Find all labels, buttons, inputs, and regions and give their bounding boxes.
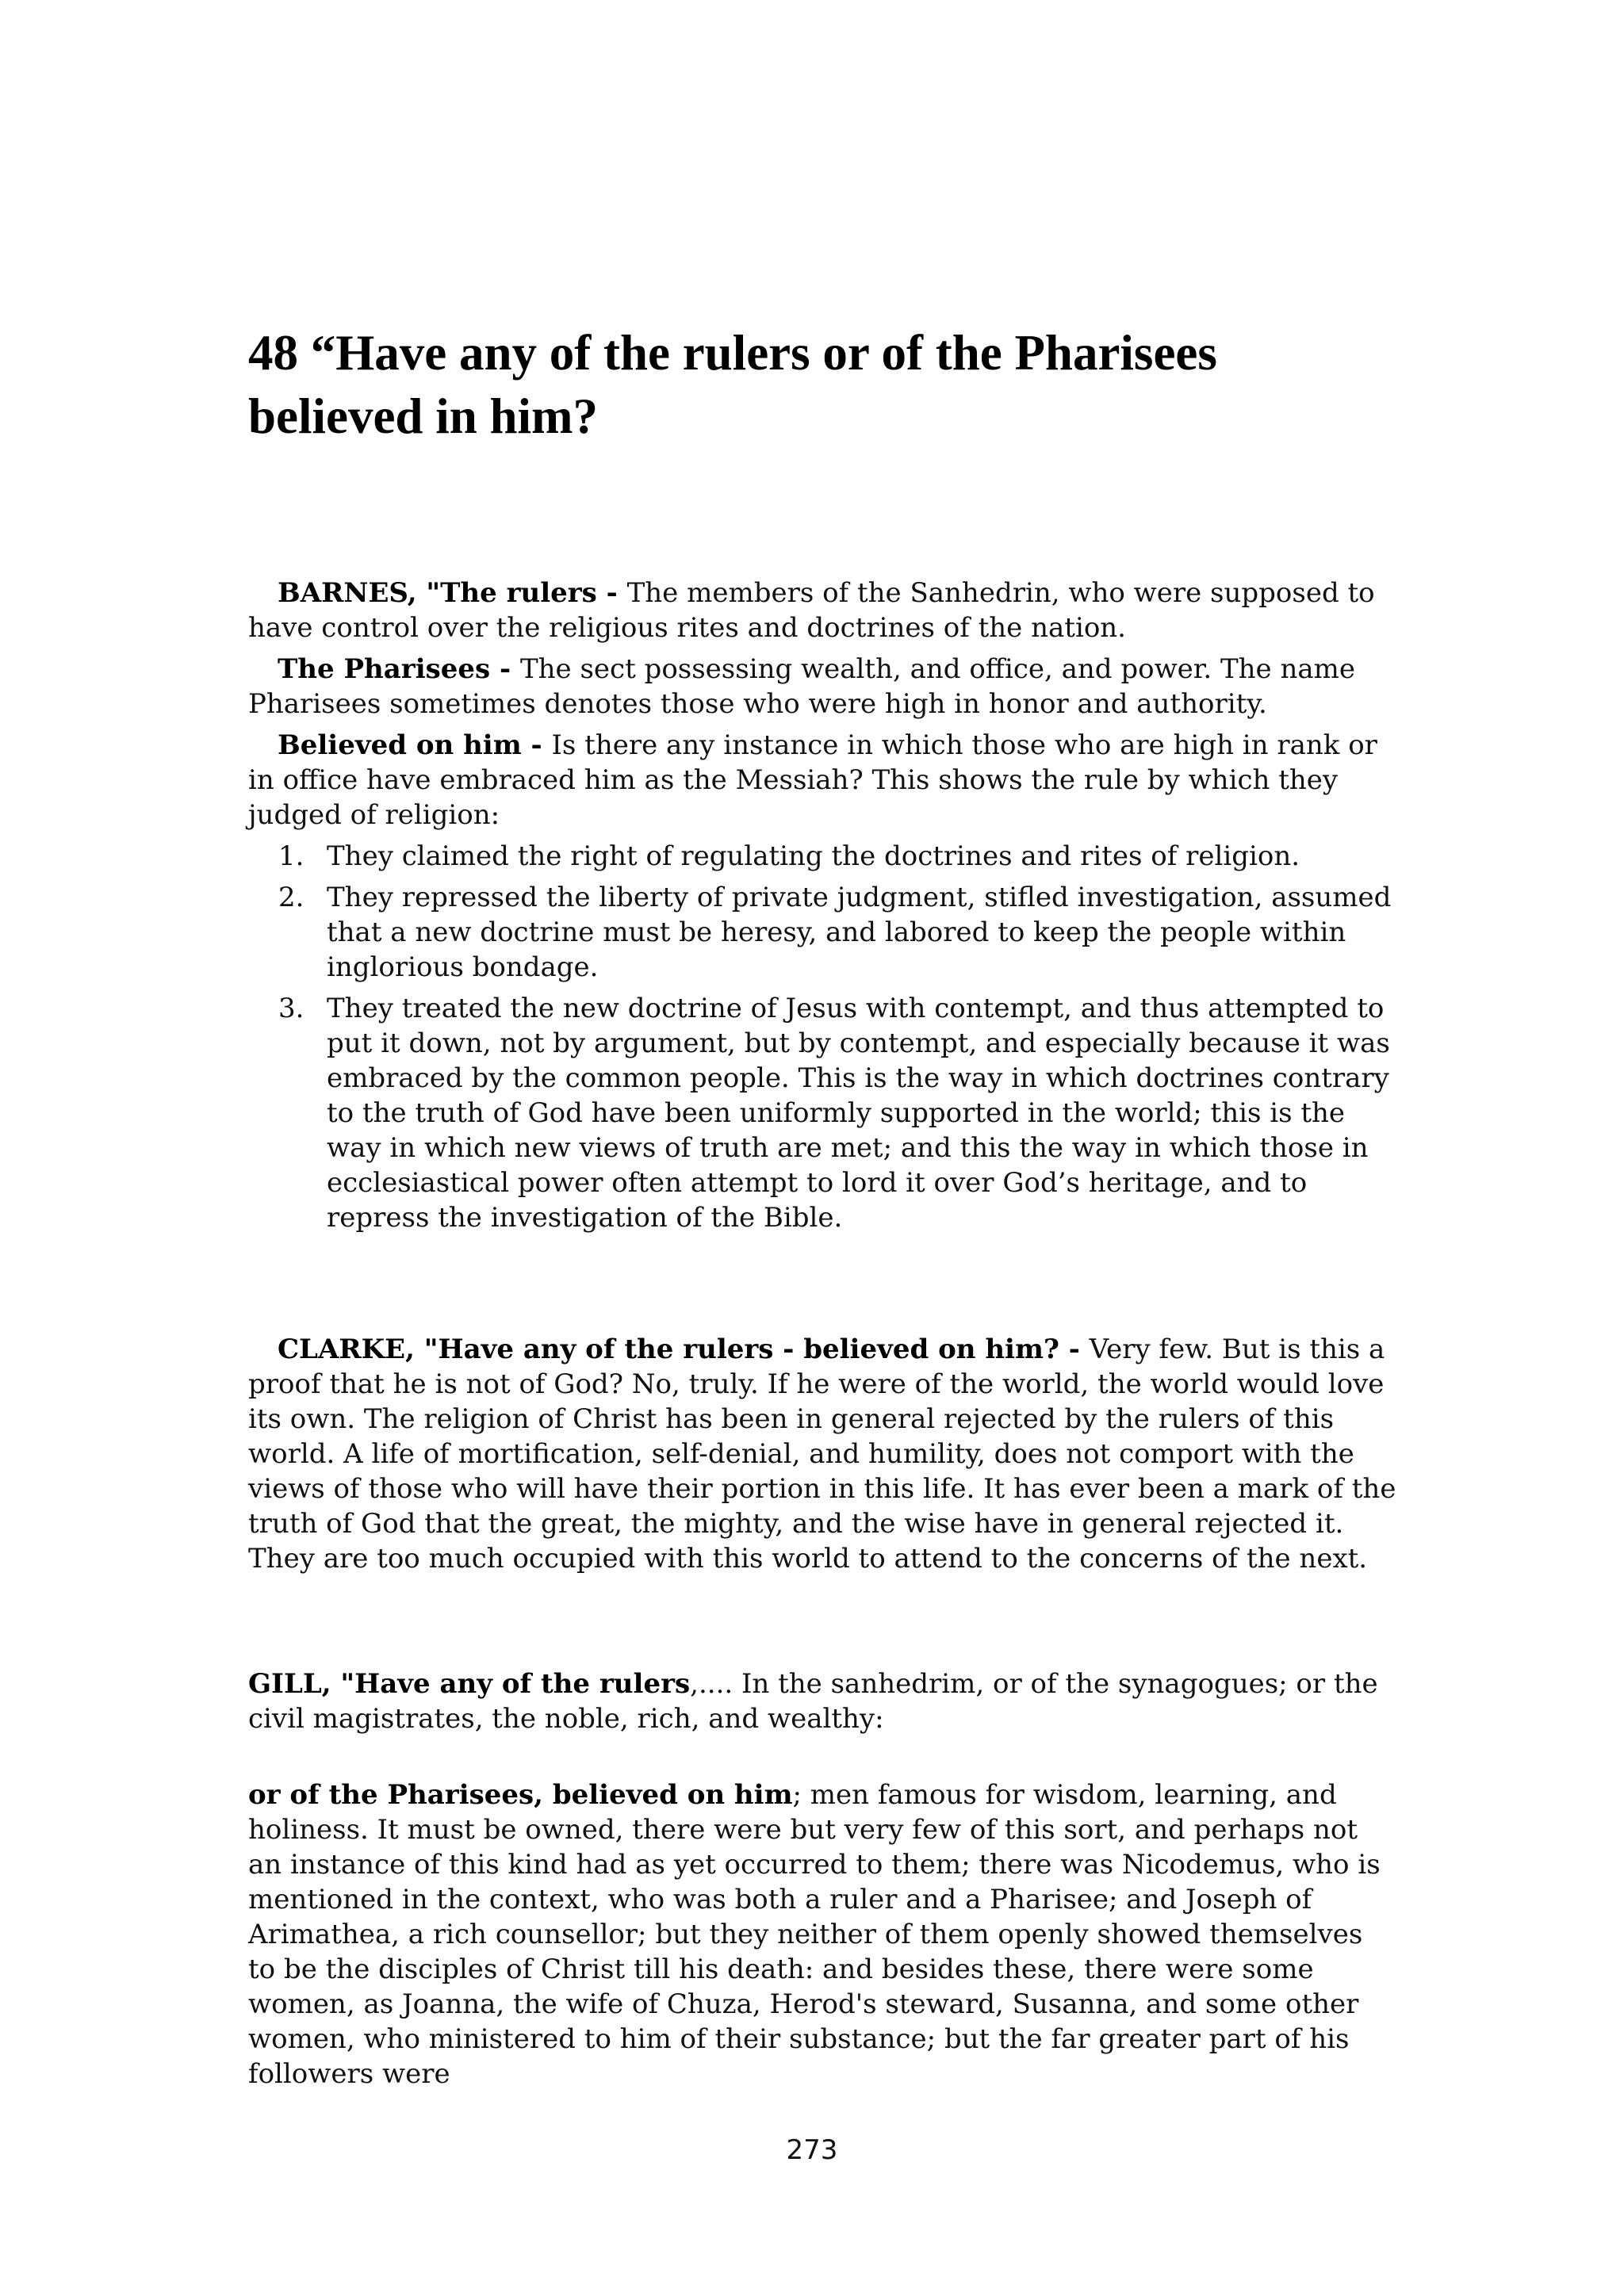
gill-text-rulers: ,.... In the sanhedrim, or of the synagogues; or the civil magistrates, the noble, rich, and wealthy: [248, 1668, 1378, 1735]
gill-heading-rulers: GILL, "Have any of the rulers [248, 1668, 691, 1700]
barnes-paragraph-pharisees [248, 652, 1398, 721]
clarke-paragraph [248, 1332, 1398, 1576]
barnes-text-rulers: The members of the Sanhedrin, who were supposed to have control over the religious rites and doctrines of the nation. [248, 577, 1375, 644]
barnes-numbered-list [248, 839, 1398, 1235]
gill-heading-pharisees: or of the Pharisees, believed on him [248, 1779, 793, 1811]
list-item [248, 839, 1398, 874]
barnes-heading-pharisees: The Pharisees - [278, 653, 520, 685]
gill-paragraph-rulers [248, 1667, 1398, 1736]
page-number: 273 [786, 2134, 838, 2166]
clarke-text: Very few. But is this a proof that he is not of God? No, truly. If he were of the world, the world would love its own. The religion of Christ has been in general rejected by the rulers of this world. A life of mortification, self-denial, and humility, does not comport with the views of those who will have their portion in this life. It has ever been a mark of the truth of God that the great, the mighty, and the wise have in general rejected it. They are too much occupied with this world to attend to the concerns of the next. [248, 1334, 1396, 1575]
barnes-text-believed: Is there any instance in which those who are high in rank or in office have embraced him as the Messiah? This shows the rule by which they judged of religion: [248, 729, 1377, 831]
list-item-number: 1. [278, 840, 304, 872]
list-item-number: 2. [278, 882, 304, 913]
list-item [248, 880, 1398, 985]
gill-commentary [248, 1667, 1398, 2098]
gill-paragraph-pharisees [248, 1777, 1398, 2091]
list-item-text: They claimed the right of regulating the doctrines and rites of religion. [327, 840, 1300, 872]
gill-text-pharisees: ; men famous for wisdom, learning, and holiness. It must be owned, there were but very few of this sort, and perhaps not an instance of this kind had as yet occurred to them; there was Nicodemus, who is mentioned in the context, who was both a ruler and a Pharisee; and Joseph of Arimathea, a rich counsellor; but they neither of them openly showed themselves to be the disciples of Christ till his death: and besides these, there were some women, as Joanna, the wife of Chuza, Herod's steward, Susanna, and some other women, who ministered to him of their substance; but the far greater part of his followers were [248, 1779, 1381, 2090]
clarke-heading: CLARKE, "Have any of the rulers - believed on him? - [278, 1334, 1090, 1365]
list-item-number: 3. [278, 993, 304, 1024]
barnes-paragraph-rulers [248, 576, 1398, 645]
barnes-heading-rulers: BARNES, "The rulers - [278, 577, 627, 609]
barnes-commentary [248, 576, 1398, 1242]
clarke-commentary [248, 1332, 1398, 1582]
list-item-text: They treated the new doctrine of Jesus with contempt, and thus attempted to put it down, not by argument, but by contempt, and especially because it was embraced by the common people. This is the way in which doctrines contrary to the truth of God have been uniformly supported in the world; this is the way in which new views of truth are met; and this the way in which those in ecclesiastical power often attempt to lord it over God’s heritage, and to repress the investigation of the Bible. [327, 993, 1390, 1234]
barnes-paragraph-believed [248, 728, 1398, 832]
list-item [248, 991, 1398, 1235]
list-item-text: They repressed the liberty of private judgment, stifled investigation, assumed that a new doctrine must be heresy, and labored to keep the people within inglorious bondage. [327, 882, 1392, 983]
barnes-text-pharisees: The sect possessing wealth, and office, and power. The name Pharisees sometimes denotes those who were high in honor and authority. [248, 653, 1355, 720]
paragraph-spacer [248, 1743, 1398, 1777]
barnes-heading-believed: Believed on him - [278, 729, 552, 761]
page-title: 48 “Have any of the rulers or of the Pharisees believed in him? [248, 325, 1217, 444]
